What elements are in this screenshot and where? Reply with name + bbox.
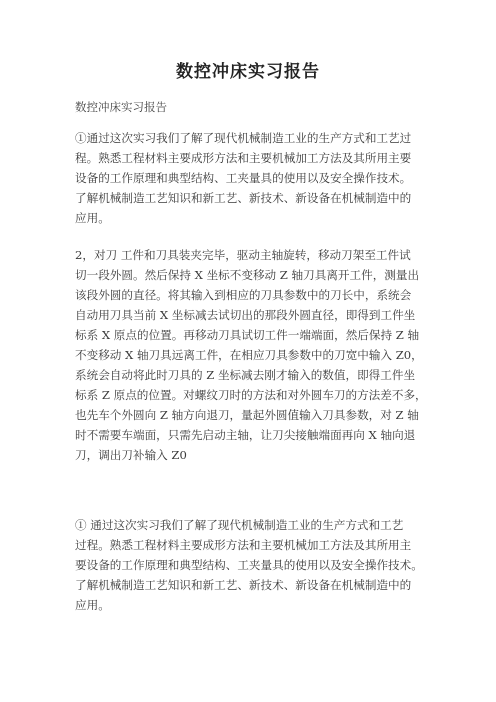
paragraph-line: 自动用刀具当前 X 坐标减去试切出的那段外圆直径，即得到工件坐	[75, 308, 416, 322]
paragraph-line: 时不需要车端面，只需先启动主轴，让刀尖接触端面再向 X 轴向退	[75, 428, 416, 442]
paragraph-line: 标系 Z 原点的位置。对螺纹刀时的方法和对外圆车刀的方法差不多，	[75, 388, 427, 402]
paragraph-line: 应用。	[75, 598, 110, 612]
paragraph-3	[75, 515, 435, 615]
paragraph-line: 应用。	[75, 211, 110, 225]
paragraph-line: 系统会自动将此时刀具的 Z 坐标减去刚才输入的数值，即得工件坐	[75, 368, 416, 382]
paragraph-line: 设备的工作原理和典型结构、工夹量具的使用以及安全操作技术。	[75, 171, 412, 185]
paragraph-line: 过程。熟悉工程材料主要成形方法和主要机械加工方法及其所用主	[75, 538, 412, 552]
paragraph-2	[75, 245, 435, 465]
paragraph-line: 刀，调出刀补输入 Z0	[75, 448, 187, 462]
document-subtitle: 数控冲床实习报告	[75, 100, 167, 114]
paragraph-line: 不变移动 X 轴刀具远离工件，在相应刀具参数中的刀宽中输入 Z0，	[75, 348, 423, 362]
paragraph-line: 标系 X 原点的位置。再移动刀具试切工件一端端面，然后保持 Z 轴	[75, 328, 420, 342]
paragraph-line: 2，对刀 工件和刀具装夹完毕，驱动主轴旋转，移动刀架至工件试	[75, 248, 411, 262]
paragraph-line: 了解机械制造工艺知识和新工艺、新技术、新设备在机械制造中的	[75, 578, 412, 592]
page-title: 数控冲床实习报告	[176, 62, 320, 82]
paragraph-1	[75, 128, 435, 228]
paragraph-line: ①通过这次实习我们了解了现代机械制造工业的生产方式和工艺过	[75, 131, 412, 145]
paragraph-line: 也先车个外圆向 Z 轴方向退刀，量起外圆值输入刀具参数，对 Z 轴	[75, 408, 419, 422]
paragraph-line: 该段外圆的直径。将其输入到相应的刀具参数中的刀长中，系统会	[75, 288, 412, 302]
paragraph-line: 切一段外圆。然后保持 X 坐标不变移动 Z 轴刀具离开工件，测量出	[75, 268, 420, 282]
paragraph-line: ① 通过这次实习我们了解了现代机械制造工业的生产方式和工艺	[75, 518, 404, 532]
paragraph-line: 程。熟悉工程材料主要成形方法和主要机械加工方法及其所用主要	[75, 151, 412, 165]
paragraph-line: 了解机械制造工艺知识和新工艺、新技术、新设备在机械制造中的	[75, 191, 412, 205]
paragraph-line: 要设备的工作原理和典型结构、工夹量具的使用以及安全操作技术。	[75, 558, 423, 572]
